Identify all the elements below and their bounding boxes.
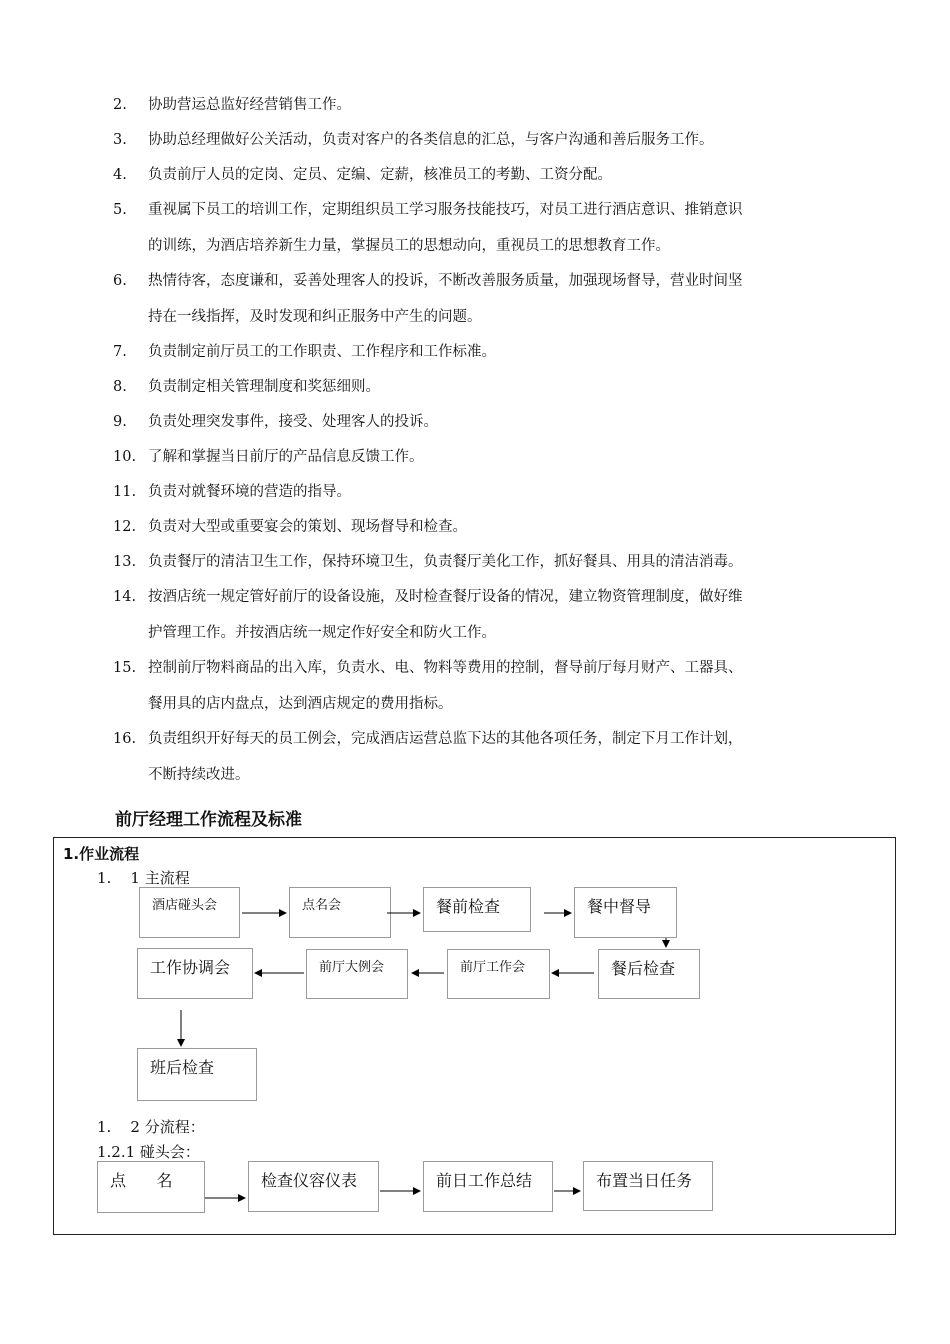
workflow-heading: 1.作业流程 — [63, 845, 140, 863]
duty-number: 7. — [113, 344, 127, 360]
flow-node-roll-call: 点名会 — [289, 887, 391, 938]
sub-flow-node-appearance-check: 检查仪容仪表 — [248, 1161, 379, 1212]
duty-text: 负责处理突发事件，接受、处理客人的投诉。 — [148, 414, 438, 430]
duty-number: 14. — [113, 589, 137, 605]
duty-number: 6. — [113, 273, 127, 289]
duty-text: 护管理工作。并按酒店统一规定作好安全和防火工作。 — [148, 625, 496, 641]
duty-text: 负责组织开好每天的员工例会，完成酒店运营总监下达的其他各项任务，制定下月工作计划， — [148, 731, 743, 747]
duty-text: 协助营运总监好经营销售工作。 — [148, 97, 351, 113]
duty-text: 重视属下员工的培训工作，定期组织员工学习服务技能技巧，对员工进行酒店意识、推销意识 — [148, 202, 743, 218]
workflow-panel — [53, 837, 896, 1235]
section-title: 前厅经理工作流程及标准 — [115, 810, 302, 830]
flow-node-post-meal-check: 餐后检查 — [598, 949, 700, 999]
sub-flow-sublabel: 1.2.1 碰头会： — [97, 1143, 200, 1161]
duty-number: 15. — [113, 660, 137, 676]
duty-number: 2. — [113, 97, 127, 113]
sub-flow-node-previous-day-summary: 前日工作总结 — [423, 1161, 553, 1212]
duty-text: 负责制定相关管理制度和奖惩细则。 — [148, 379, 380, 395]
duty-number: 4. — [113, 167, 127, 183]
duty-number: 3. — [113, 132, 127, 148]
flow-node-after-shift-check: 班后检查 — [137, 1048, 257, 1101]
duty-number: 10. — [113, 449, 137, 465]
duty-text: 负责制定前厅员工的工作职责、工作程序和工作标准。 — [148, 344, 496, 360]
sub-flow-node-roll-call: 点 名 — [97, 1161, 205, 1213]
duty-number: 11. — [113, 484, 137, 500]
duty-number: 5. — [113, 202, 127, 218]
flow-node-coordination-meeting: 工作协调会 — [137, 948, 253, 999]
duty-text: 餐用具的店内盘点，达到酒店规定的费用指标。 — [148, 696, 453, 712]
flow-node-hotel-meeting: 酒店碰头会 — [139, 887, 240, 938]
duty-text: 负责前厅人员的定岗、定员、定编、定薪，核准员工的考勤、工资分配。 — [148, 167, 612, 183]
duty-text: 负责对大型或重要宴会的策划、现场督导和检查。 — [148, 519, 467, 535]
duty-text: 热情待客，态度谦和，妥善处理客人的投诉，不断改善服务质量，加强现场督导，营业时间坚 — [148, 273, 743, 289]
duty-text: 了解和掌握当日前厅的产品信息反馈工作。 — [148, 449, 424, 465]
flow-arrows — [54, 838, 897, 1236]
duty-text: 控制前厅物料商品的出入库，负责水、电、物料等费用的控制，督导前厅每月财产、工器具、 — [148, 660, 743, 676]
duty-text: 不断持续改进。 — [148, 767, 250, 783]
duty-text: 的训练，为酒店培养新生力量，掌握员工的思想动向，重视员工的思想教育工作。 — [148, 238, 670, 254]
duty-number: 12. — [113, 519, 137, 535]
duty-number: 9. — [113, 414, 127, 430]
duty-text: 持在一线指挥，及时发现和纠正服务中产生的问题。 — [148, 309, 482, 325]
duty-number: 13. — [113, 554, 137, 570]
duty-number: 8. — [113, 379, 127, 395]
duty-text: 负责餐厅的清洁卫生工作，保持环境卫生，负责餐厅美化工作，抓好餐具、用具的清洁消毒。 — [148, 554, 743, 570]
duty-text: 协助总经理做好公关活动，负责对客户的各类信息的汇总，与客户沟通和善后服务工作。 — [148, 132, 714, 148]
flow-node-front-hall-meeting: 前厅工作会 — [447, 949, 550, 999]
sub-flow-label: 1. 2 分流程： — [97, 1118, 205, 1136]
duty-text: 按酒店统一规定管好前厅的设备设施，及时检查餐厅设备的情况，建立物资管理制度，做好维 — [148, 589, 743, 605]
sub-flow-node-assign-tasks: 布置当日任务 — [583, 1161, 713, 1211]
flow-node-meal-supervision: 餐中督导 — [574, 887, 677, 938]
duty-number: 16. — [113, 731, 137, 747]
flow-node-front-hall-general-meeting: 前厅大例会 — [306, 949, 408, 999]
duty-text: 负责对就餐环境的营造的指导。 — [148, 484, 351, 500]
flow-node-pre-meal-check: 餐前检查 — [423, 887, 531, 932]
main-flow-label: 1. 1 主流程 — [97, 869, 190, 887]
